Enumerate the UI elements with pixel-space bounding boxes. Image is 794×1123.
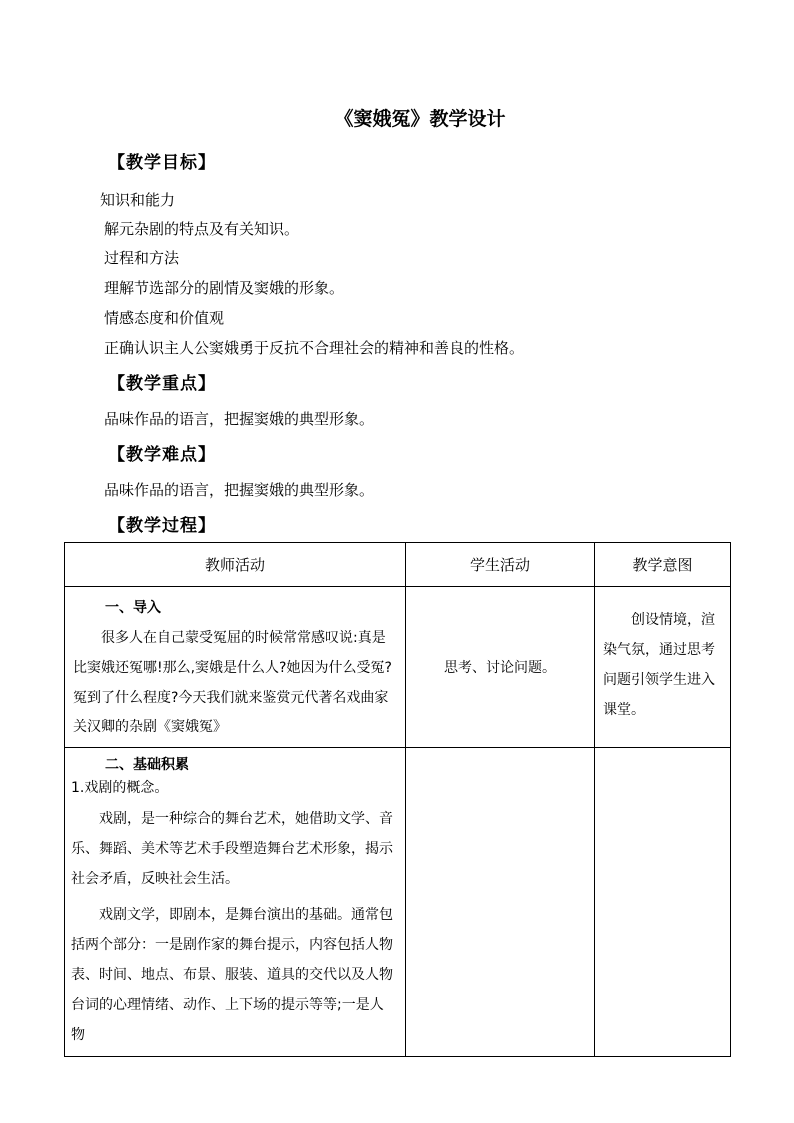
item-line: 1.戏剧的概念。	[71, 780, 169, 796]
header-intent: 教学意图	[595, 543, 731, 587]
table-header-row	[65, 543, 731, 587]
teacher-text-line: 很多人在自己蒙受冤屈的时候常常感叹说:真是	[101, 630, 386, 646]
section-title: 二、基础积累	[105, 757, 189, 773]
objective-line: 知识和能力	[100, 191, 176, 209]
section-title: 一、导入	[105, 600, 161, 616]
para-line: 戏剧，是一种综合的舞台艺术，她借助文学、音	[99, 811, 393, 827]
student-cell	[406, 587, 595, 748]
key-points-text: 品味作品的语言，把握窦娥的典型形象。	[104, 410, 375, 428]
document-title: 《窦娥冤》教学设计	[334, 108, 506, 130]
para-line: 表、时间、地点、布景、服装、道具的交代以及人物	[71, 967, 393, 983]
para-line: 戏剧文学，即剧本，是舞台演出的基础。通常包	[99, 907, 393, 923]
teacher-text-line: 比窦娥还冤哪!那么,窦娥是什么人?她因为什么受冤?	[73, 660, 392, 676]
objective-line: 正确认识主人公窦娥勇于反抗不合理社会的精神和善良的性格。	[104, 339, 525, 357]
header-teacher: 教师活动	[65, 543, 406, 587]
key-points-heading: 【教学重点】	[108, 374, 216, 394]
table-row	[65, 587, 731, 748]
student-cell	[406, 748, 595, 1057]
objective-line: 过程和方法	[104, 249, 180, 267]
objective-line: 理解节选部分的剧情及窦娥的形象。	[104, 279, 345, 297]
teacher-text-line: 关汉卿的杂剧《窦娥冤》	[73, 719, 227, 735]
para-line: 社会矛盾，反映社会生活。	[71, 871, 239, 887]
intent-text: 创设情境，渲染气氛，通过思考问题引领学生进入课堂。	[603, 612, 715, 718]
process-heading: 【教学过程】	[108, 516, 216, 536]
teacher-cell	[65, 748, 406, 1057]
student-activity: 思考、讨论问题。	[444, 660, 556, 676]
process-table	[64, 542, 731, 1057]
objectives-heading: 【教学目标】	[108, 153, 216, 173]
para-line: 乐、舞蹈、美术等艺术手段塑造舞台艺术形象，揭示	[71, 841, 393, 857]
teacher-text-line: 冤到了什么程度?今天我们就来鉴赏元代著名戏曲家	[73, 690, 389, 706]
para-line: 台词的心理情绪、动作、上下场的提示等等;一是人物	[71, 997, 384, 1043]
para-line: 括两个部分：一是剧作家的舞台提示，内容包括人物	[71, 937, 393, 953]
difficulties-text: 品味作品的语言，把握窦娥的典型形象。	[104, 481, 375, 499]
teacher-cell	[65, 587, 406, 748]
intent-cell	[595, 587, 731, 748]
difficulties-heading: 【教学难点】	[108, 445, 216, 465]
intent-cell	[595, 748, 731, 1057]
objective-line: 情感态度和价值观	[104, 309, 225, 327]
table-row	[65, 748, 731, 1057]
header-student: 学生活动	[406, 543, 595, 587]
objective-line: 解元杂剧的特点及有关知识。	[104, 220, 300, 238]
